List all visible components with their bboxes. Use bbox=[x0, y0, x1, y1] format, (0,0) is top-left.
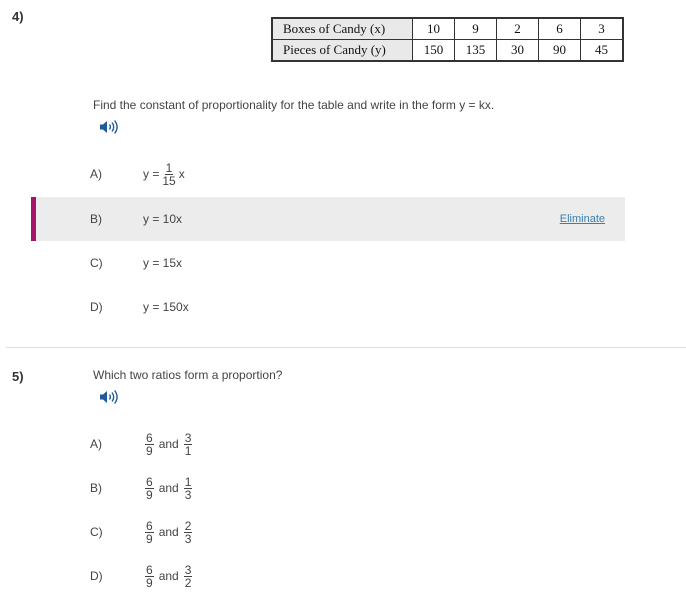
choice-answer bbox=[143, 476, 194, 501]
speaker-icon[interactable] bbox=[99, 389, 119, 405]
speaker-icon[interactable] bbox=[99, 119, 119, 135]
fraction-denominator: 1 bbox=[184, 443, 192, 458]
fraction bbox=[145, 476, 154, 501]
fraction-numerator: 3 bbox=[184, 562, 192, 577]
table-row bbox=[272, 18, 623, 40]
choice-letter: A) bbox=[90, 437, 102, 451]
table-cell: 45 bbox=[581, 40, 624, 62]
table-cell: 2 bbox=[497, 18, 539, 40]
question-4-prompt: Find the constant of proportionality for the table and write in the form y = kx. bbox=[93, 98, 495, 112]
table-row-label: Boxes of Candy (x) bbox=[272, 18, 413, 40]
choice-4c[interactable] bbox=[36, 241, 625, 285]
question-5-prompt: Which two ratios form a proportion? bbox=[93, 368, 283, 382]
fraction bbox=[184, 476, 193, 501]
connector-text: and bbox=[158, 481, 179, 495]
answer-suffix: x bbox=[178, 167, 185, 181]
table-cell: 30 bbox=[497, 40, 539, 62]
choice-answer: y = 150x bbox=[143, 300, 189, 314]
fraction bbox=[145, 520, 154, 545]
fraction-numerator: 1 bbox=[184, 474, 192, 489]
choice-4d[interactable] bbox=[36, 285, 625, 329]
choice-letter: C) bbox=[90, 256, 103, 270]
fraction-denominator: 15 bbox=[162, 173, 176, 188]
fraction-numerator: 1 bbox=[165, 160, 173, 175]
table-cell: 90 bbox=[539, 40, 581, 62]
choice-letter: B) bbox=[90, 481, 102, 495]
connector-text: and bbox=[158, 569, 179, 583]
choice-5d[interactable] bbox=[36, 554, 625, 598]
fraction-denominator: 9 bbox=[146, 443, 153, 458]
choice-answer: y = 10x bbox=[143, 212, 183, 226]
fraction-numerator: 6 bbox=[146, 562, 153, 577]
fraction bbox=[145, 564, 154, 589]
choice-4b[interactable] bbox=[36, 197, 625, 241]
answer-prefix: y = bbox=[143, 167, 160, 181]
table-cell: 3 bbox=[581, 18, 624, 40]
question-divider bbox=[6, 347, 686, 348]
table-cell: 150 bbox=[413, 40, 455, 62]
fraction-denominator: 9 bbox=[146, 487, 153, 502]
choice-answer bbox=[143, 564, 194, 589]
question-4-number: 4) bbox=[12, 9, 24, 24]
candy-table bbox=[271, 17, 624, 62]
choice-letter: D) bbox=[90, 569, 103, 583]
choice-answer: y = 15x bbox=[143, 256, 183, 270]
table-row-label: Pieces of Candy (y) bbox=[272, 40, 413, 62]
fraction-denominator: 9 bbox=[146, 575, 153, 590]
fraction-numerator: 6 bbox=[146, 430, 153, 445]
fraction-denominator: 3 bbox=[184, 487, 192, 502]
fraction-numerator: 3 bbox=[184, 430, 192, 445]
table-cell: 9 bbox=[455, 18, 497, 40]
fraction-numerator: 6 bbox=[146, 474, 153, 489]
table-cell: 10 bbox=[413, 18, 455, 40]
connector-text: and bbox=[158, 525, 179, 539]
fraction-numerator: 6 bbox=[146, 518, 153, 533]
table-row bbox=[272, 40, 623, 62]
connector-text: and bbox=[158, 437, 179, 451]
choice-answer bbox=[143, 432, 194, 457]
fraction bbox=[161, 162, 176, 187]
fraction-denominator: 3 bbox=[184, 531, 192, 546]
fraction bbox=[145, 432, 154, 457]
choice-letter: C) bbox=[90, 525, 103, 539]
choice-letter: B) bbox=[90, 212, 102, 226]
fraction bbox=[184, 432, 193, 457]
choice-5a[interactable] bbox=[36, 422, 625, 466]
selected-indicator bbox=[31, 197, 36, 241]
choice-letter: D) bbox=[90, 300, 103, 314]
choice-4a[interactable] bbox=[36, 152, 625, 196]
fraction-denominator: 9 bbox=[146, 531, 153, 546]
choice-5b[interactable] bbox=[36, 466, 625, 510]
choice-5c[interactable] bbox=[36, 510, 625, 554]
fraction bbox=[184, 564, 193, 589]
choice-answer bbox=[143, 162, 185, 187]
choice-letter: A) bbox=[90, 167, 102, 181]
fraction bbox=[184, 520, 193, 545]
table-cell: 6 bbox=[539, 18, 581, 40]
question-5-number: 5) bbox=[12, 369, 24, 384]
fraction-numerator: 2 bbox=[184, 518, 192, 533]
eliminate-link[interactable]: Eliminate bbox=[559, 213, 605, 225]
choice-answer bbox=[143, 520, 194, 545]
table-cell: 135 bbox=[455, 40, 497, 62]
fraction-denominator: 2 bbox=[184, 575, 192, 590]
